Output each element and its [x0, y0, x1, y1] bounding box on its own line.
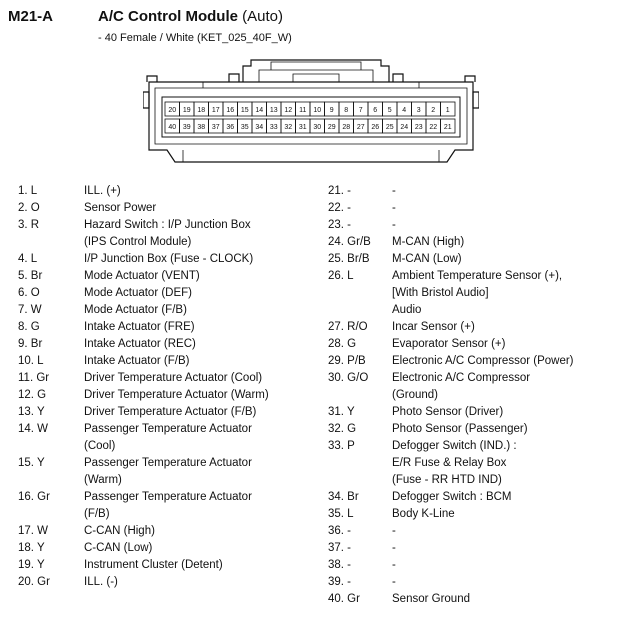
pin-description: C-CAN (High) — [84, 525, 155, 537]
pin-number: 28 — [342, 124, 351, 131]
pin-number: 32 — [284, 124, 293, 131]
pin-row — [328, 217, 618, 234]
pin-description: Passenger Temperature Actuator — [84, 491, 252, 503]
pin-row — [18, 302, 318, 319]
connector-spec: - 40 Female / White (KET_025_40F_W) — [98, 32, 292, 44]
pin-description: Mode Actuator (VENT) — [84, 270, 200, 282]
pin-description: M-CAN (High) — [392, 236, 465, 248]
pin-label — [328, 455, 392, 472]
pin-description: Mode Actuator (F/B) — [84, 304, 187, 316]
pin-description: Defogger Switch : BCM — [392, 491, 512, 503]
pin-description: Passenger Temperature Actuator — [84, 423, 252, 435]
pin-label: 25. Br/B — [328, 253, 370, 265]
pin-description: E/R Fuse & Relay Box — [392, 457, 507, 469]
connector-top-row — [165, 102, 455, 116]
pin-label: 14. W — [18, 423, 49, 435]
pin-label: 29. P/B — [328, 355, 366, 367]
pin-number: 38 — [197, 124, 206, 131]
pin-description: (Cool) — [84, 440, 116, 452]
pin-number: 30 — [313, 124, 322, 131]
pin-description: M-CAN (Low) — [392, 253, 462, 265]
pin-number: 7 — [358, 107, 363, 114]
pin-number: 19 — [182, 107, 191, 114]
pin-row — [18, 353, 318, 370]
pin-row — [328, 523, 618, 540]
pin-number: 25 — [385, 124, 394, 131]
pin-list-left — [18, 183, 318, 591]
pin-row — [328, 200, 618, 217]
pin-description: (Warm) — [84, 474, 122, 486]
pin-number: 36 — [226, 124, 235, 131]
pin-row-continuation — [328, 285, 618, 302]
pin-number: 9 — [329, 107, 334, 114]
pin-description: (Ground) — [392, 389, 439, 401]
pin-row-continuation — [18, 506, 318, 523]
pin-label: 38. - — [328, 559, 352, 571]
pin-row — [328, 591, 618, 608]
pin-row-continuation — [328, 472, 618, 489]
pin-number: 34 — [255, 124, 264, 131]
pin-number: 3 — [416, 107, 421, 114]
pin-label: 8. G — [18, 321, 40, 333]
pin-description: Photo Sensor (Driver) — [392, 406, 504, 418]
pin-row — [328, 489, 618, 506]
pin-number: 33 — [269, 124, 278, 131]
title-suffix: (Auto) — [237, 8, 283, 25]
pin-description: - — [392, 202, 396, 214]
pin-row — [328, 353, 618, 370]
pin-description: Sensor Power — [84, 202, 157, 214]
pin-label — [18, 472, 84, 489]
pin-row — [18, 268, 318, 285]
pin-number: 13 — [269, 107, 278, 114]
pin-label: 16. Gr — [18, 491, 50, 503]
pin-number: 40 — [168, 124, 177, 131]
pin-label: 32. G — [328, 423, 357, 435]
pin-row-continuation — [18, 234, 318, 251]
pin-description: Driver Temperature Actuator (Cool) — [84, 372, 263, 384]
pin-label: 10. L — [18, 355, 44, 367]
pin-label — [328, 302, 392, 319]
pin-label — [328, 387, 392, 404]
pin-label: 39. - — [328, 576, 352, 588]
pin-description: Intake Actuator (FRE) — [84, 321, 195, 333]
pin-label: 1. L — [18, 185, 38, 197]
pin-description: - — [392, 185, 396, 197]
pin-row — [328, 251, 618, 268]
pin-description: Mode Actuator (DEF) — [84, 287, 193, 299]
pin-number: 35 — [240, 124, 249, 131]
pin-description: - — [392, 559, 396, 571]
pin-number: 8 — [344, 107, 349, 114]
pin-row — [18, 540, 318, 557]
pin-label: 19. Y — [18, 559, 45, 571]
pin-row — [18, 523, 318, 540]
pin-label: 11. Gr — [18, 372, 50, 384]
pin-label: 26. L — [328, 270, 354, 282]
pin-description: - — [392, 525, 396, 537]
pin-row — [328, 319, 618, 336]
pin-label: 36. - — [328, 525, 352, 537]
pin-number: 5 — [387, 107, 392, 114]
pin-number: 4 — [402, 107, 407, 114]
pin-label: 35. L — [328, 508, 354, 520]
pin-row — [328, 421, 618, 438]
pin-description: Instrument Cluster (Detent) — [84, 559, 223, 571]
pin-label: 3. R — [18, 219, 40, 231]
pin-description: C-CAN (Low) — [84, 542, 153, 554]
pin-description: Driver Temperature Actuator (F/B) — [84, 406, 257, 418]
pin-row — [18, 183, 318, 200]
pin-row — [18, 455, 318, 472]
pin-number: 11 — [299, 107, 307, 114]
pin-description: Photo Sensor (Passenger) — [392, 423, 528, 435]
pin-label: 17. W — [18, 525, 49, 537]
pin-row — [328, 557, 618, 574]
pin-description: I/P Junction Box (Fuse - CLOCK) — [84, 253, 254, 265]
pin-description: Passenger Temperature Actuator — [84, 457, 252, 469]
pin-label — [18, 506, 84, 523]
pin-number: 1 — [445, 107, 450, 114]
pin-row — [18, 336, 318, 353]
pin-label: 15. Y — [18, 457, 45, 469]
pin-row — [18, 557, 318, 574]
pin-description: Hazard Switch : I/P Junction Box — [84, 219, 251, 231]
pin-row — [328, 540, 618, 557]
pin-number: 16 — [226, 107, 235, 114]
pin-label: 6. O — [18, 287, 40, 299]
pin-label: 27. R/O — [328, 321, 368, 333]
pin-label: 30. G/O — [328, 372, 369, 384]
pin-row — [18, 421, 318, 438]
pin-number: 6 — [373, 107, 378, 114]
pin-label: 7. W — [18, 304, 42, 316]
pin-label: 2. O — [18, 202, 40, 214]
pin-label: 34. Br — [328, 491, 359, 503]
pin-description: Electronic A/C Compressor — [392, 372, 531, 384]
pin-row — [328, 574, 618, 591]
pin-description: ILL. (+) — [84, 185, 121, 197]
pin-description: Sensor Ground — [392, 593, 470, 605]
pin-label: 31. Y — [328, 406, 355, 418]
pin-number: 12 — [284, 107, 293, 114]
pin-description: Incar Sensor (+) — [392, 321, 475, 333]
pin-number: 39 — [182, 124, 191, 131]
pin-row — [18, 489, 318, 506]
connector-bottom-row — [165, 119, 455, 133]
pin-number: 21 — [443, 124, 452, 131]
pin-row — [18, 217, 318, 234]
pin-label: 23. - — [328, 219, 352, 231]
pin-description: - — [392, 576, 396, 588]
pin-number: 26 — [371, 124, 380, 131]
pin-label: 22. - — [328, 202, 352, 214]
pin-row — [18, 574, 318, 591]
pin-description: Intake Actuator (REC) — [84, 338, 196, 350]
pin-description: - — [392, 219, 396, 231]
pin-label: 9. Br — [18, 338, 43, 350]
pin-row — [328, 506, 618, 523]
pin-row — [328, 234, 618, 251]
pin-row — [18, 404, 318, 421]
pin-row — [18, 251, 318, 268]
pin-number: 20 — [168, 107, 177, 114]
pin-row — [328, 268, 618, 285]
pin-description: - — [392, 542, 396, 554]
pin-description: Electronic A/C Compressor (Power) — [392, 355, 574, 367]
pin-description: ILL. (-) — [84, 576, 118, 588]
pin-description: (F/B) — [84, 508, 110, 520]
pin-number: 37 — [211, 124, 220, 131]
pin-number: 17 — [211, 107, 220, 114]
pin-label: 28. G — [328, 338, 357, 350]
pin-row — [18, 387, 318, 404]
pin-description: Evaporator Sensor (+) — [392, 338, 506, 350]
pin-label: 5. Br — [18, 270, 43, 282]
pin-description: Defogger Switch (IND.) : — [392, 440, 517, 452]
pin-row-continuation — [328, 302, 618, 319]
pin-description: [With Bristol Audio] — [392, 287, 489, 299]
pin-label — [18, 234, 84, 251]
pin-label — [328, 285, 392, 302]
pin-label — [18, 438, 84, 455]
pin-description: (IPS Control Module) — [84, 236, 192, 248]
pin-label: 21. - — [328, 185, 352, 197]
pin-description: Body K-Line — [392, 508, 455, 520]
pin-description: Ambient Temperature Sensor (+), — [392, 270, 563, 282]
pin-label: 4. L — [18, 253, 38, 265]
pin-label: 13. Y — [18, 406, 45, 418]
pin-row — [18, 370, 318, 387]
connector-housing — [143, 60, 479, 162]
pin-row — [18, 200, 318, 217]
pin-number: 18 — [197, 107, 206, 114]
pin-number: 14 — [255, 107, 264, 114]
pin-row — [18, 285, 318, 302]
pin-number: 23 — [414, 124, 423, 131]
pin-label: 37. - — [328, 542, 352, 554]
pin-description: Intake Actuator (F/B) — [84, 355, 190, 367]
connector-code: M21-A — [8, 8, 54, 25]
pin-number: 2 — [431, 107, 436, 114]
pin-number: 29 — [327, 124, 336, 131]
pin-number: 24 — [400, 124, 409, 131]
pin-label: 33. P — [328, 440, 355, 452]
title-main: A/C Control Module — [98, 8, 238, 25]
pin-description: Audio — [392, 304, 422, 316]
pin-row — [328, 404, 618, 421]
pin-row-continuation — [328, 455, 618, 472]
pin-label: 18. Y — [18, 542, 45, 554]
page-title — [98, 8, 283, 25]
pin-row — [328, 183, 618, 200]
pin-label: 20. Gr — [18, 576, 50, 588]
pin-row — [328, 370, 618, 387]
pin-row — [18, 319, 318, 336]
pin-number: 15 — [240, 107, 249, 114]
pin-label — [328, 472, 392, 489]
pin-label: 24. Gr/B — [328, 236, 371, 248]
pin-description: Driver Temperature Actuator (Warm) — [84, 389, 269, 401]
pin-number: 27 — [356, 124, 365, 131]
pin-row-continuation — [18, 438, 318, 455]
pin-label: 40. Gr — [328, 593, 360, 605]
pin-description: (Fuse - RR HTD IND) — [392, 474, 502, 486]
connector-diagram — [143, 58, 479, 170]
pin-row — [328, 438, 618, 455]
pin-row-continuation — [328, 387, 618, 404]
pin-number: 10 — [313, 107, 322, 114]
pin-number: 31 — [298, 124, 307, 131]
pin-number: 22 — [429, 124, 438, 131]
pin-list-right — [328, 183, 618, 608]
pin-label: 12. G — [18, 389, 47, 401]
pin-row-continuation — [18, 472, 318, 489]
pin-row — [328, 336, 618, 353]
